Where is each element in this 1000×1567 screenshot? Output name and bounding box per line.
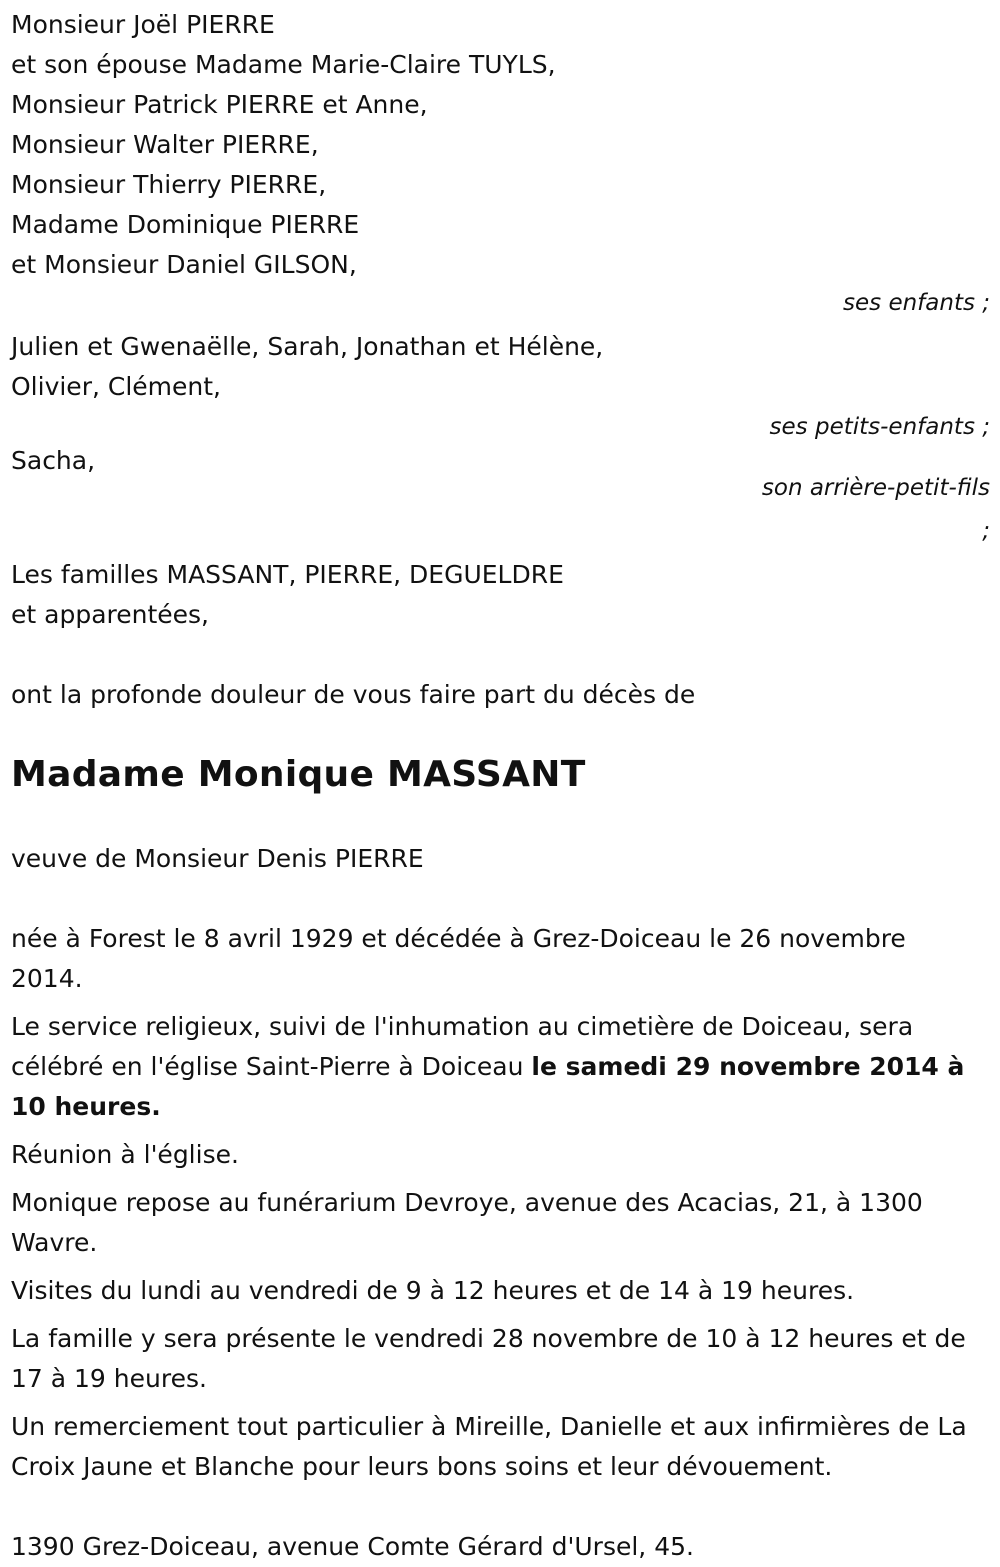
grandchildren-line: Julien et Gwenaëlle, Sarah, Jonathan et Hélène, (11, 332, 604, 361)
children-line: Monsieur Thierry PIERRE, (11, 170, 327, 199)
family-present: La famille y sera présente le vendredi 28 novembre de 10 à 12 heures et de 17 à 19 heures. (11, 1324, 966, 1393)
rest-location: Monique repose au funérarium Devroye, avenue des Acacias, 21, à 1300 Wavre. (11, 1188, 923, 1257)
children-line: Madame Dominique PIERRE (11, 210, 360, 239)
visits: Visites du lundi au vendredi de 9 à 12 heures et de 14 à 19 heures. (11, 1276, 855, 1305)
children-line: et Monsieur Daniel GILSON, (11, 250, 357, 279)
children-relation: ses enfants ; (843, 290, 990, 316)
birth-death: née à Forest le 8 avril 1929 et décédée à Grez-Doiceau le 26 novembre 2014. (11, 924, 906, 993)
widow-of: veuve de Monsieur Denis PIERRE (11, 844, 424, 873)
families-line: Les familles MASSANT, PIERRE, DEGUELDRE (11, 560, 564, 589)
deceased-name: Madame Monique MASSANT (11, 754, 586, 795)
families-line: et apparentées, (11, 600, 209, 629)
grandchildren-block (11, 327, 990, 447)
thanks: Un remerciement tout particulier à Mireille, Danielle et aux infirmières de La Croix Jaune et Blanche pour leurs bons soins et leur dévouement. (11, 1412, 967, 1481)
announcement: ont la profonde douleur de vous faire part du décès de (11, 680, 696, 709)
children-line: et son épouse Madame Marie-Claire TUYLS, (11, 50, 556, 79)
address: 1390 Grez-Doiceau, avenue Comte Gérard d'Ursel, 45. (11, 1532, 694, 1561)
service-date: le samedi 29 novembre 2014 à 10 heures. (11, 1052, 965, 1121)
grandchildren-relation: ses petits-enfants ; (769, 414, 990, 440)
service-paragraph (11, 1007, 986, 1127)
children-line: Monsieur Patrick PIERRE et Anne, (11, 90, 428, 119)
great-grandchild-line: Sacha, (11, 446, 96, 475)
families-block (11, 555, 990, 635)
great-grandchild-relation: son arrière-petit-fils (761, 475, 990, 501)
service-text: Le service religieux, suivi de l'inhumation au cimetière de Doiceau, sera célébré en l'église Saint-Pierre à Doiceau (11, 1012, 914, 1081)
children-block (11, 5, 990, 321)
meeting: Réunion à l'église. (11, 1140, 239, 1169)
great-grandchild-block (11, 441, 990, 545)
grandchildren-line: Olivier, Clément, (11, 372, 221, 401)
great-grandchild-relation-end: ; (982, 518, 990, 544)
children-line: Monsieur Walter PIERRE, (11, 130, 319, 159)
children-line: Monsieur Joël PIERRE (11, 10, 275, 39)
